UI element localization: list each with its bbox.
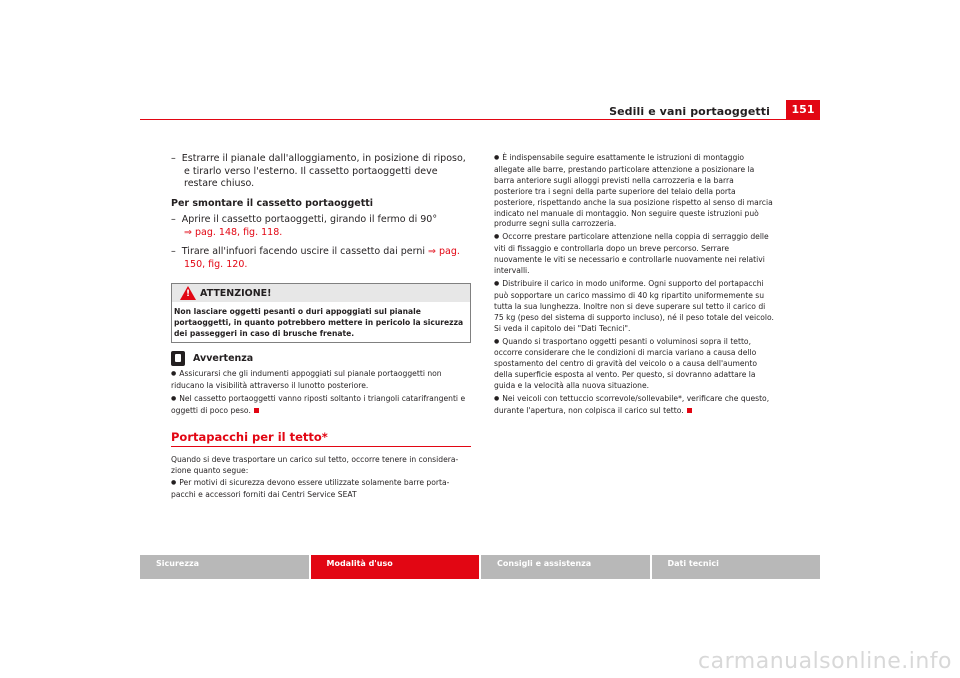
footer-tab-dati-tecnici[interactable]: Dati tecnici xyxy=(652,555,821,579)
page-reference-link[interactable]: ⇒ pag. 150, fig. 120. xyxy=(184,246,460,270)
roof-rack-bullet: ● Occorre prestare particolare attenzione nella coppia di serraggio delle viti di fissaggio e controllarla dopo un breve percorso. Serrare nuovamente le viti se necessario e controllarle nuovamente nei relativi intervalli. xyxy=(494,232,774,277)
warning-triangle-icon xyxy=(180,286,196,300)
step-remove-panel: – Estrarre il pianale dall'alloggiamento, in posizione di riposo, e tirarlo verso l'esterno. Il cassetto portaoggetti deve restare chiuso. xyxy=(171,153,466,189)
end-of-section-icon xyxy=(687,408,692,413)
roof-rack-bullet: ● È indispensabile seguire esattamente le istruzioni di montaggio allegate alle barre, prestando particolare attenzione a posizionare la barra anteriore sugli alloggi previsti nella carrozzeria e la barra posteriore tra i segni della parte superiore del telaio della porta posteriore, rispettando anche la sua posizione rispetto al senso di marcia indicato nel manuale di montaggio. Non seguire queste istruzioni può produrre segni sulla carrozzeria. xyxy=(494,153,774,230)
warning-box xyxy=(171,283,471,343)
header-divider xyxy=(140,119,820,120)
roof-rack-bullet: ● Quando si trasportano oggetti pesanti o voluminosi sopra il tetto, occorre considerare che le condizioni di marcia variano a causa dello spostamento del centro di gravità del veicolo o a causa dell'aumento della superficie esposta al vento. Per questo, si dovranno adattare la guida e la velocità alla nuova situazione. xyxy=(494,337,774,393)
warning-title: ATTENZIONE! xyxy=(200,287,272,299)
roof-rack-bullet: ● Per motivi di sicurezza devono essere utilizzate solamente barre porta-pacchi e accessori forniti dai Centri Service SEAT xyxy=(171,478,471,501)
subheading-remove-drawer: Per smontare il cassetto portaoggetti xyxy=(171,197,374,209)
watermark: carmanualsonline.info xyxy=(698,649,952,674)
footer-nav xyxy=(140,555,820,579)
note-bullet: ● Assicurarsi che gli indumenti appoggiati sul pianale portaoggetti non riducano la visibilità attraverso il lunotto posteriore. xyxy=(171,369,471,392)
footer-tab-modalita-uso[interactable]: Modalità d'uso xyxy=(311,555,480,579)
section-title: Portapacchi per il tetto* xyxy=(171,430,471,447)
page-number: 151 xyxy=(786,100,820,119)
note-header xyxy=(171,351,471,366)
step-open-drawer: – Aprire il cassetto portaoggetti, girando il fermo di 90° ⇒ pag. 148, fig. 118. xyxy=(171,214,438,238)
step-pull-drawer: – Tirare all'infuori facendo uscire il cassetto dai perni ⇒ pag. 150, fig. 120. xyxy=(171,246,460,270)
footer-tab-sicurezza[interactable]: Sicurezza xyxy=(140,555,309,579)
footer-tab-consigli-assistenza[interactable]: Consigli e assistenza xyxy=(481,555,650,579)
note-icon xyxy=(171,351,185,366)
end-of-section-icon xyxy=(254,408,259,413)
page-header-title: Sedili e vani portaoggetti xyxy=(609,105,770,118)
page-reference-link[interactable]: ⇒ pag. 148, fig. 118. xyxy=(184,226,283,238)
warning-header xyxy=(172,284,470,302)
section-intro: Quando si deve trasportare un carico sul tetto, occorre tenere in considera-zione quanto segue: xyxy=(171,454,459,475)
left-column xyxy=(171,153,471,503)
right-column xyxy=(494,153,774,419)
note-bullet: ● Nel cassetto portaoggetti vanno riposti soltanto i triangoli catarifrangenti e oggetti di poco peso. xyxy=(171,394,471,417)
roof-rack-bullet: ● Nei veicoli con tettuccio scorrevole/sollevabile*, verificare che questo, durante l'apertura, non colpisca il carico sul tetto. xyxy=(494,394,774,417)
note-title: Avvertenza xyxy=(193,353,254,364)
warning-text: Non lasciare oggetti pesanti o duri appoggiati sul pianale portaoggetti, in quanto potrebbero mettere in pericolo la sicurezza dei passeggeri in caso di brusche frenate. xyxy=(174,307,464,338)
roof-rack-bullet: ● Distribuire il carico in modo uniforme. Ogni supporto del portapacchi può sopportare un carico massimo di 40 kg ripartito uniformemente su tutta la sua lunghezza. Inoltre non si deve superare sul tetto il carico di 75 kg (peso del sistema di supporto incluso), né il peso totale del veicolo. Si veda il capitolo dei "Dati Tecnici". xyxy=(494,279,774,335)
